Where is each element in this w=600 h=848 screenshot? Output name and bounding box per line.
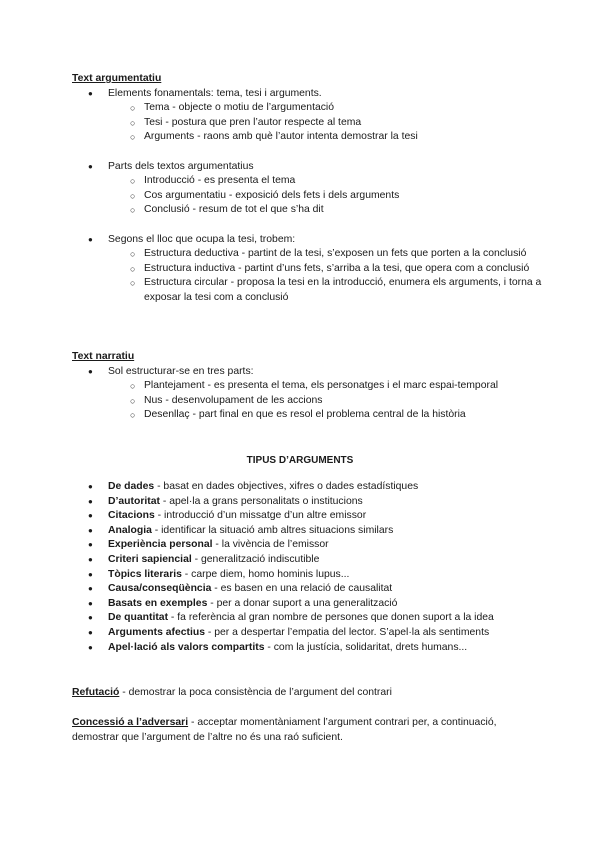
group-label: Parts dels textos argumentatius — [108, 160, 254, 172]
list-item — [72, 365, 542, 423]
term: De dades — [108, 481, 155, 492]
description: - carpe diem, homo hominis lupus... — [181, 568, 350, 580]
term: Concessió a l’adversari — [72, 717, 189, 728]
description: - identificar la situació amb altres situacions similars — [151, 524, 394, 536]
description: - la vivència de l’emissor — [212, 539, 329, 551]
term: Tòpics literaris — [108, 568, 182, 580]
term: Apel·lació als valors compartits — [108, 641, 265, 653]
list-item: ○ Estructura inductiva - partint d’uns fets, s’arriba a la tesi, que opera com a conclusió — [108, 262, 542, 277]
list-item — [72, 641, 552, 656]
list-item: ○ Estructura circular - proposa la tesi en la introducció, enumera els arguments, i torna a exposar la tesi com a conclusió — [108, 276, 542, 305]
term: Arguments afectius — [108, 626, 206, 638]
list-item: ○ Desenllaç - part final en que es resol el problema central de la història — [108, 408, 542, 423]
term: D’autoritat — [108, 495, 160, 507]
term: Causa/conseqüència — [108, 583, 212, 595]
description: - per a donar suport a una generalització — [207, 597, 398, 609]
description: - generalització indiscutible — [191, 553, 320, 565]
list-item — [72, 611, 552, 626]
term: Refutació — [72, 687, 120, 698]
list-item — [72, 553, 552, 568]
term: Experiència personal — [108, 539, 213, 551]
list-item — [72, 582, 552, 597]
list-item: ○ Conclusió - resum de tot el que s’ha dit — [108, 203, 542, 218]
description: - fa referència al gran nombre de persones que donen suport a la idea — [168, 612, 494, 624]
description: - acceptar momentàniament l’argument contrari per, a continuació, demostrar que l’argument de l’altre no és una raó suficient. — [72, 717, 497, 743]
heading-text-argumentatiu: Text argumentatiu — [72, 73, 162, 84]
heading-text-narratiu: Text narratiu — [72, 351, 135, 362]
list-item: ○ Tesi - postura que pren l’autor respecte al tema — [108, 116, 542, 131]
list-item: ○ Arguments - raons amb què l’autor intenta demostrar la tesi — [108, 130, 542, 145]
list-item: ○ Tema - objecte o motiu de l’argumentació — [108, 101, 542, 116]
description: - per a despertar l’empatia del lector. S’apel·la als sentiments — [205, 626, 490, 638]
list-item — [72, 568, 552, 583]
list-item: ○ Cos argumentatiu - exposició dels fets i dels arguments — [108, 189, 542, 204]
description: - introducció d’un missatge d’un altre emissor — [154, 510, 367, 522]
argumentatiu-section — [72, 87, 542, 306]
description: - com la justícia, solidaritat, drets humans... — [264, 641, 468, 653]
term: Citacions — [108, 510, 155, 522]
list-item — [72, 538, 552, 553]
list-item — [72, 626, 552, 641]
list-item — [72, 87, 542, 145]
list-item — [72, 160, 542, 218]
refutacio-paragraph — [72, 686, 528, 701]
list-item: ○ Estructura deductiva - partint de la tesi, s’exposen un fets que porten a la conclusió — [108, 247, 542, 262]
narratiu-section — [72, 365, 542, 423]
concessio-paragraph — [72, 716, 528, 745]
term: Analogia — [108, 524, 152, 536]
group-label: Elements fonamentals: tema, tesi i arguments. — [108, 87, 322, 99]
list-item — [72, 509, 552, 524]
group-label: Sol estructurar-se en tres parts: — [108, 365, 254, 377]
list-item — [72, 597, 552, 612]
list-item — [72, 233, 542, 306]
heading-tipus-arguments: TIPUS D’ARGUMENTS — [246, 455, 354, 466]
term: Criteri sapiencial — [108, 553, 192, 565]
list-item: ○ Plantejament - es presenta el tema, els personatges i el marc espai-temporal — [108, 379, 542, 394]
description: - apel·la a grans personalitats o institucions — [159, 495, 363, 507]
list-item — [72, 524, 552, 539]
description: - basat en dades objectives, xifres o dades estadístiques — [154, 481, 419, 492]
term: Basats en exemples — [108, 597, 208, 609]
list-item: ○ Introducció - es presenta el tema — [108, 174, 542, 189]
group-label: Segons el lloc que ocupa la tesi, trobem: — [108, 233, 296, 245]
term: De quantitat — [108, 612, 169, 624]
description: - es basen en una relació de causalitat — [211, 583, 393, 595]
list-item — [72, 495, 552, 510]
list-item: ○ Nus - desenvolupament de les accions — [108, 394, 542, 409]
tipus-section — [72, 480, 552, 655]
description: - demostrar la poca consistència de l’argument del contrari — [119, 687, 392, 698]
list-item — [72, 480, 552, 495]
